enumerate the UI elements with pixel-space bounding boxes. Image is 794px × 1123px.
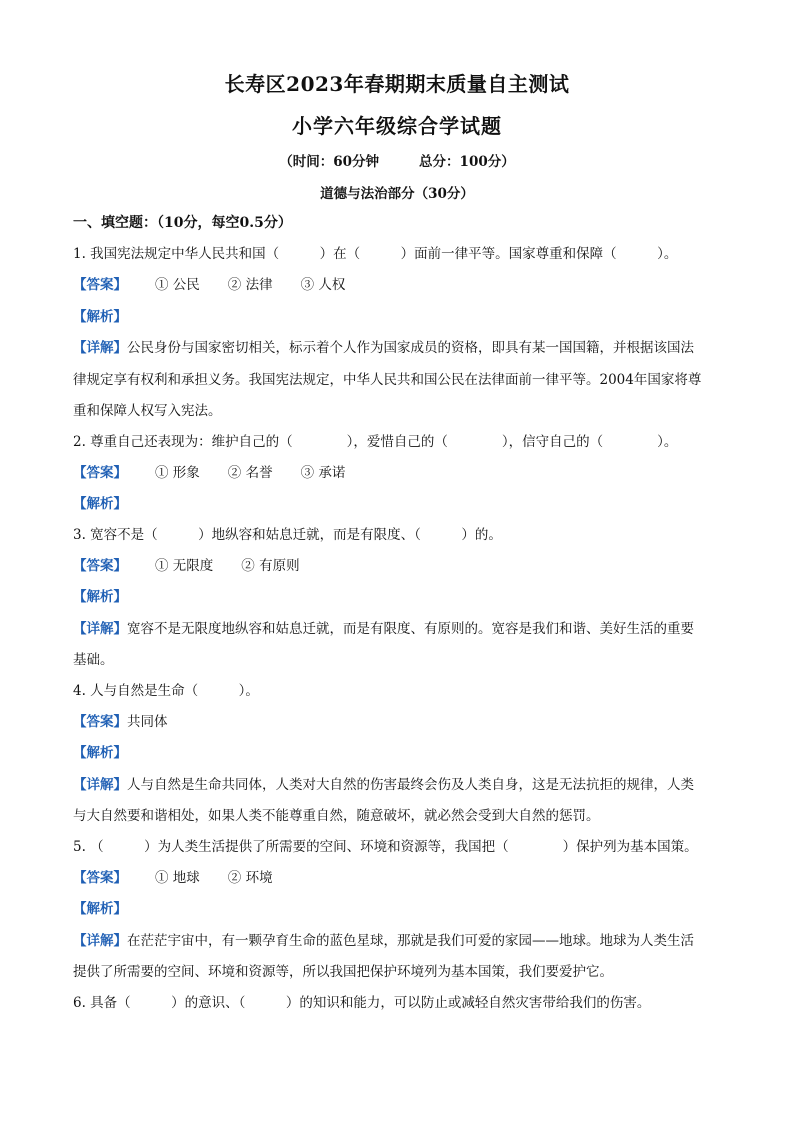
analysis-2 xyxy=(73,495,732,513)
detail-3-line1 xyxy=(73,620,732,638)
answer-tag: 【答案】 xyxy=(73,558,127,574)
exam-title: 长寿区2023年春期期末质量自主测试 xyxy=(224,72,570,96)
analysis-tag: 【解析】 xyxy=(73,589,127,605)
exam-subtitle: 小学六年级综合学试题 xyxy=(292,114,502,138)
answer-item: ② 名誉 xyxy=(227,465,273,481)
detail-tag: 【详解】 xyxy=(73,621,127,637)
answer-5 xyxy=(73,869,732,887)
answer-item: ② 有原则 xyxy=(241,558,300,574)
answer-item: ① 形象 xyxy=(155,465,200,481)
detail-tag: 【详解】 xyxy=(73,340,127,356)
answer-tag: 【答案】 xyxy=(73,277,127,293)
exam-time: （时间：60分钟 xyxy=(279,154,380,170)
answer-4 xyxy=(73,713,732,731)
detail-5-line2: 提供了所需要的空间、环境和资源等，所以我国把保护环境列为基本国策，我们要爱护它。 xyxy=(73,964,613,980)
question-3: 3. 宽容不是（ ）地纵容和姑息迁就，而是有限度、（ ）的。 xyxy=(73,527,502,543)
detail-4-line2: 与大自然要和谐相处，如果人类不能尊重自然，随意破坏，就必然会受到大自然的惩罚。 xyxy=(73,808,600,824)
detail-tag: 【详解】 xyxy=(73,933,127,949)
analysis-5 xyxy=(73,900,732,918)
section-heading: 一、填空题：（10分，每空0.5分） xyxy=(73,215,292,231)
answer-tag: 【答案】 xyxy=(73,870,127,886)
answer-3 xyxy=(73,557,732,575)
analysis-tag: 【解析】 xyxy=(73,901,127,917)
detail-text: 在茫茫宇宙中，有一颗孕育生命的蓝色星球，那就是我们可爱的家园——地球。地球为人类生活 xyxy=(127,933,694,949)
question-4: 4. 人与自然是生命（ ）。 xyxy=(73,683,259,699)
detail-5-line1 xyxy=(73,932,732,950)
analysis-tag: 【解析】 xyxy=(73,309,127,325)
question-5: 5. （ ）为人类生活提供了所需要的空间、环境和资源等，我国把（ ）保护列为基本国策。 xyxy=(73,839,698,855)
detail-3-line2: 基础。 xyxy=(73,652,114,668)
answer-item: ③ 人权 xyxy=(300,277,346,293)
answer-tag: 【答案】 xyxy=(73,465,127,481)
analysis-tag: 【解析】 xyxy=(73,745,127,761)
detail-text: 宽容不是无限度地纵容和姑息迁就，而是有限度、有原则的。宽容是我们和谐、美好生活的重要 xyxy=(127,621,694,637)
analysis-3 xyxy=(73,588,732,606)
answer-2 xyxy=(73,464,732,482)
answer-item: ① 公民 xyxy=(155,277,200,293)
analysis-tag: 【解析】 xyxy=(73,496,127,512)
answer-item: 共同体 xyxy=(127,714,168,730)
exam-time-score xyxy=(0,150,794,170)
part-heading: 道德与法治部分（30分） xyxy=(320,186,474,202)
answer-item: ① 无限度 xyxy=(155,558,214,574)
detail-1-line2: 律规定享有权利和承担义务。我国宪法规定，中华人民共和国公民在法律面前一律平等。2004年国家将尊 xyxy=(73,372,702,388)
analysis-1 xyxy=(73,308,732,326)
question-1: 1. 我国宪法规定中华人民共和国（ ）在（ ）面前一律平等。国家尊重和保障（ ）。 xyxy=(73,246,678,262)
analysis-4 xyxy=(73,744,732,762)
detail-1-line3: 重和保障人权写入宪法。 xyxy=(73,403,222,419)
detail-text: 人与自然是生命共同体，人类对大自然的伤害最终会伤及人类自身，这是无法抗拒的规律，人类 xyxy=(127,777,694,793)
detail-tag: 【详解】 xyxy=(73,777,127,793)
answer-item: ③ 承诺 xyxy=(300,465,346,481)
answer-item: ② 法律 xyxy=(227,277,273,293)
question-2: 2. 尊重自己还表现为：维护自己的（ ），爱惜自己的（ ），信守自己的（ ）。 xyxy=(73,434,678,450)
answer-1 xyxy=(73,276,732,294)
detail-text: 公民身份与国家密切相关，标示着个人作为国家成员的资格，即具有某一国国籍，并根据该国法 xyxy=(127,340,694,356)
answer-item: ② 环境 xyxy=(227,870,273,886)
exam-total-score: 总分：100分） xyxy=(419,154,515,170)
detail-1-line1 xyxy=(73,339,732,357)
question-6: 6. 具备（ ）的意识、（ ）的知识和能力，可以防止或减轻自然灾害带给我们的伤害。 xyxy=(73,995,651,1011)
answer-item: ① 地球 xyxy=(155,870,200,886)
answer-tag: 【答案】 xyxy=(73,714,127,730)
detail-4-line1 xyxy=(73,776,732,794)
